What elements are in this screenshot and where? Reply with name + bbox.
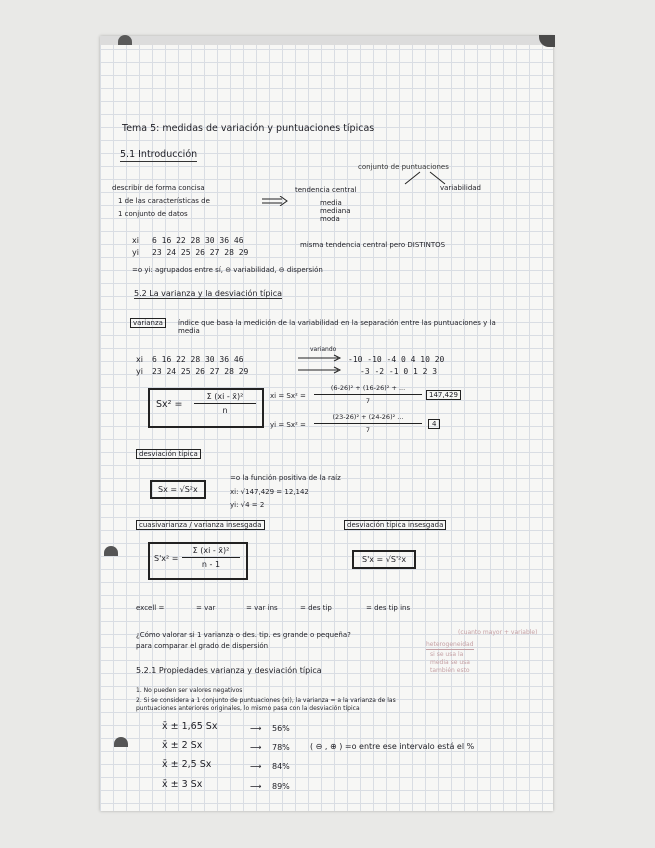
notebook-page xyxy=(100,36,553,811)
data-y-values: 23 24 25 26 27 28 29 xyxy=(152,367,249,376)
page-corner xyxy=(539,35,555,47)
variance-fraction xyxy=(194,392,256,415)
desviacion-tipica-label: desviación típica xyxy=(136,449,201,459)
interval-pct-1: 56% xyxy=(272,724,290,733)
yi-note: =o yi: agrupados entre sí, ⊖ variabilidad, ⊖ dispersión xyxy=(132,266,323,274)
spiral-hole xyxy=(118,35,132,45)
transform-arrows-icon xyxy=(298,354,344,378)
interval-arrow-1: ⟶ xyxy=(250,724,262,733)
desviacion-insesgada-label: desviación típica insesgada xyxy=(344,520,446,530)
interval-arrow-2: ⟶ xyxy=(250,743,262,752)
property-2: 2. Si se considera a 1 conjunto de puntuaciones (xi), la varianza = a la varianza de las xyxy=(136,697,396,704)
excel-des-tip: = des tip xyxy=(300,604,332,612)
properties-pink-note-2: media se usa xyxy=(430,659,470,666)
section-5-1-title: 5.1 Introducción xyxy=(120,149,198,160)
diagram-top-label: conjunto de puntuaciones xyxy=(358,163,449,171)
calc-y-numerator: (23-26)² + (24-26)² ... xyxy=(332,413,404,421)
excel-var: = var xyxy=(196,604,216,612)
cuasivarianza-numerator: Σ (xi - x̄)² xyxy=(192,546,230,555)
desviacion-xi: xi: √147,429 = 12,142 xyxy=(230,488,309,496)
calc-x-denominator: 7 xyxy=(365,397,371,405)
tendencia-central-label: tendencia central xyxy=(295,186,357,194)
binder-hole xyxy=(104,546,118,556)
question-text: ¿Cómo valorar si 1 varianza o des. tip. es grande o pequeña? xyxy=(136,631,351,639)
calc-y-denominator: 7 xyxy=(365,426,371,434)
property-2-continued: puntuaciones anteriores originales, lo mismo pasa con la desviación típica xyxy=(136,705,360,712)
varianza-definition: índice que basa la medición de la variabilidad en la separación entre las puntuaciones y la media xyxy=(178,319,496,336)
row-y-label: yi xyxy=(132,248,139,257)
implies-arrow-icon xyxy=(262,196,288,206)
calc-x-numerator: (6-26)² + (16-26)² + ... xyxy=(330,384,406,392)
interval-note: ( ⊖ , ⊕ ) =o entre ese intervalo está el % xyxy=(310,742,475,751)
cuasivarianza-fraction xyxy=(182,546,240,569)
varianza-label: varianza xyxy=(130,318,166,328)
variance-numerator: Σ (xi - x̄)² xyxy=(206,392,244,401)
page-top-strip xyxy=(100,36,553,45)
desviacion-insesgada-formula: S'x = √S'²x xyxy=(352,550,416,569)
question-pink-note: (cuanto mayor + variable) xyxy=(458,629,538,636)
calc-y-fraction xyxy=(314,413,422,434)
row-y-values: 23 24 25 26 27 28 29 xyxy=(152,248,249,257)
interval-expr-1: x̄ ± 1,65 Sx xyxy=(162,721,218,732)
data-y-label: yi xyxy=(136,367,143,376)
calc-y-prefix: yi = Sx² = xyxy=(270,421,306,429)
cuasivarianza-denominator: n - 1 xyxy=(201,560,221,569)
question-pink-underlined: heterogeneidad xyxy=(426,641,474,648)
interval-expr-4: x̄ ± 3 Sx xyxy=(162,779,203,790)
deviation-x-values: -10 -10 -4 0 4 10 20 xyxy=(348,355,445,364)
question-subtext: para comparar el grado de dispersión xyxy=(136,642,269,650)
measure-moda: moda xyxy=(320,215,340,223)
excel-var-ins: = var ins xyxy=(246,604,278,612)
cuasivarianza-label: cuasivarianza / varianza insesgada xyxy=(136,520,265,530)
section-5-2-1-title: 5.2.1 Propiedades varianza y desviación típica xyxy=(136,666,322,675)
variance-denominator: n xyxy=(222,406,228,415)
measure-mediana: mediana xyxy=(320,207,351,215)
variabilidad-label: variabilidad xyxy=(440,184,481,192)
interval-pct-2: 78% xyxy=(272,743,290,752)
excel-des-tip-ins: = des tip ins xyxy=(366,604,411,612)
excel-label: excell = xyxy=(136,604,165,612)
property-1: 1. No pueden ser valores negativos xyxy=(136,687,243,694)
interval-expr-3: x̄ ± 2,5 Sx xyxy=(162,759,212,770)
intro-line-2: 1 de las características de xyxy=(118,197,210,205)
properties-pink-note-1: si se usa la xyxy=(430,651,464,658)
calc-x-fraction xyxy=(314,384,422,405)
interval-pct-3: 84% xyxy=(272,762,290,771)
variance-formula-lhs: Sx² = xyxy=(156,399,183,410)
desviacion-note: =o la función positiva de la raíz xyxy=(230,474,341,482)
interval-arrow-3: ⟶ xyxy=(250,762,262,771)
interval-pct-4: 89% xyxy=(272,782,290,791)
calc-x-result: 147,429 xyxy=(426,390,461,400)
deviation-y-values: -3 -2 -1 0 1 2 3 xyxy=(360,367,438,376)
variando-note: variando xyxy=(310,346,337,353)
calc-y-result: 4 xyxy=(428,419,440,429)
row-x-values: 6 16 22 28 30 36 46 xyxy=(152,236,244,245)
binder-hole xyxy=(114,737,128,747)
row-x-label: xi xyxy=(132,236,139,245)
intro-line-3: 1 conjunto de datos xyxy=(118,210,188,218)
calc-x-prefix: xi = Sx² = xyxy=(270,392,306,400)
interval-expr-2: x̄ ± 2 Sx xyxy=(162,740,203,751)
interval-arrow-4: ⟶ xyxy=(250,782,262,791)
page-title: Tema 5: medidas de variación y puntuaciones típicas xyxy=(122,123,375,134)
properties-pink-note-3: también esto xyxy=(430,667,470,674)
data-x-values: 6 16 22 28 30 36 46 xyxy=(152,355,244,364)
intro-line-1: describir de forma concisa xyxy=(112,184,205,192)
section-5-2-title: 5.2 La varianza y la desviación típica xyxy=(134,289,282,298)
same-tendency-note: misma tendencia central pero DISTINTOS xyxy=(300,241,446,249)
desviacion-yi: yi: √4 = 2 xyxy=(230,501,265,509)
measure-media: media xyxy=(320,199,342,207)
desviacion-formula: Sx = √S²x xyxy=(150,480,206,499)
cuasivarianza-lhs: S'x² = xyxy=(154,554,179,563)
data-x-label: xi xyxy=(136,355,143,364)
